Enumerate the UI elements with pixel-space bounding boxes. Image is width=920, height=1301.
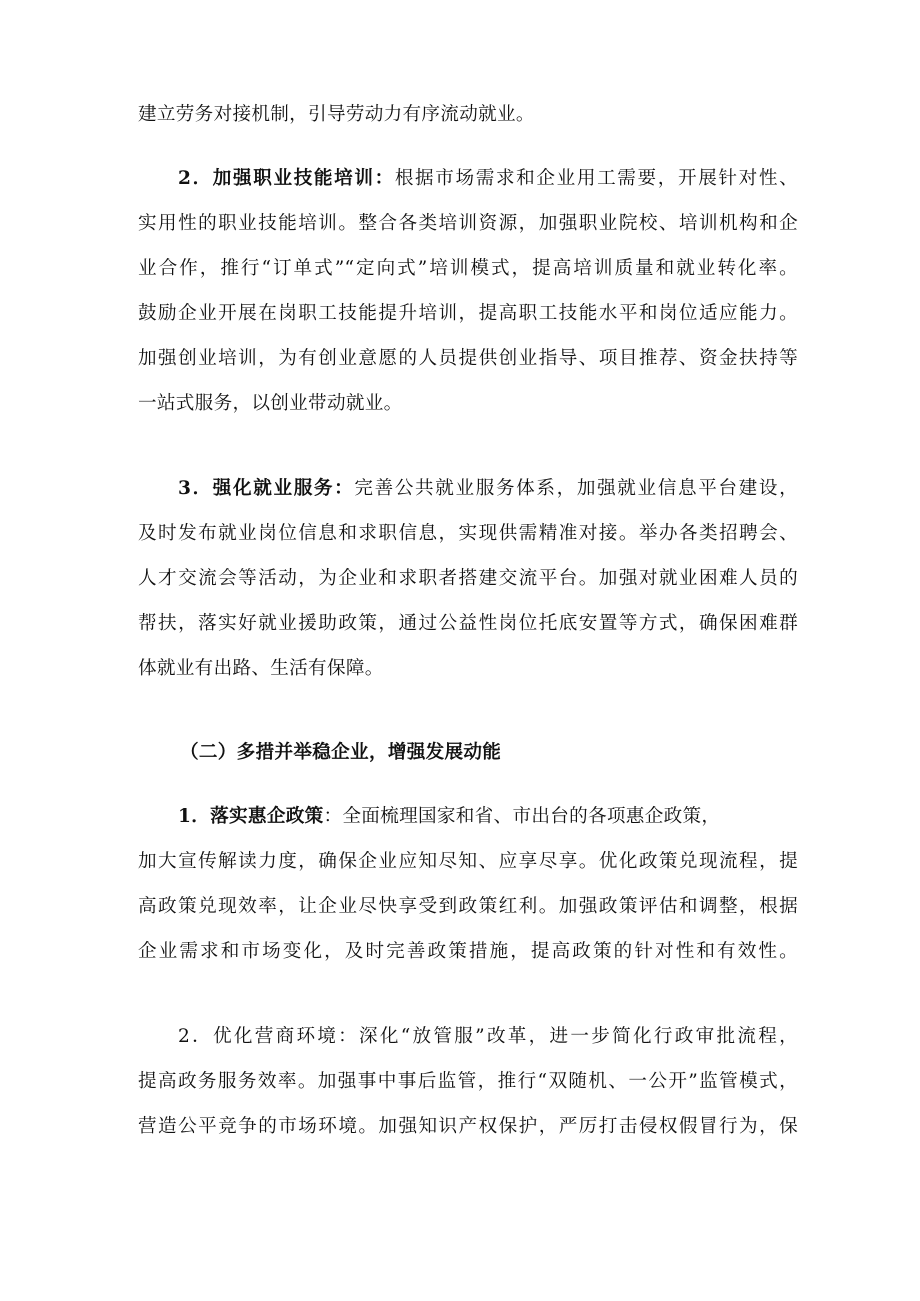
item-policy-line: 加大宣传解读力度，确保企业应知尽知、应享尽享。优化政策兑现流程，提 [138,851,798,872]
item-employment-line: 及时发布就业岗位信息和求职信息，实现供需精准对接。举办各类招聘会、 [138,523,798,544]
paragraph-continuation-line: 建立劳务对接机制，引导劳动力有序流动就业。 [138,104,535,125]
item-policy-first-line-text: ：全面梳理国家和省、市出台的各项惠企政策， [323,806,721,827]
item-employment-first-line-text: 完善公共就业服务体系，加强就业信息平台建设， [354,478,798,499]
item-policy-line: 高政策兑现效率，让企业尽快享受到政策红利。加强政策评估和调整，根据 [138,896,798,917]
item-business-env-first-line: 2．优化营商环境：深化“放管服”改革，进一步简化行政审批流程， [178,1026,798,1047]
item-employment-line: 帮扶，落实好就业援助政策，通过公益性岗位托底安置等方式，确保困难群 [138,613,798,634]
item-vocational-line: 业合作，推行“订单式”“定向式”培训模式，提高培训质量和就业转化率。 [138,258,798,279]
item-policy-line: 企业需求和市场变化，及时完善政策措施，提高政策的针对性和有效性。 [138,941,798,962]
item-business-env-line: 提高政务服务效率。加强事中事后监管，推行“双随机、一公开”监管模式， [138,1071,798,1092]
item-vocational-line: 加强创业培训，为有创业意愿的人员提供创业指导、项目推荐、资金扶持等 [138,348,798,369]
item-vocational-first-line-text: 根据市场需求和企业用工需要，开展针对性、 [394,168,798,189]
item-employment-line: 人才交流会等活动，为企业和求职者搭建交流平台。加强对就业困难人员的 [138,568,798,589]
item-employment-first-line [178,472,798,506]
item-vocational-first-line [178,162,798,196]
item-vocational-line: 实用性的职业技能培训。整合各类培训资源，加强职业院校、培训机构和企 [138,213,798,234]
item-employment-line: 体就业有出路、生活有保障。 [138,658,384,679]
item-vocational-line: 一站式服务，以创业带动就业。 [138,393,403,414]
item-vocational-lead: 2．加强职业技能培训： [178,168,395,189]
item-policy-lead: 1．落实惠企政策 [178,806,324,827]
item-business-env-line: 营造公平竞争的市场环境。加强知识产权保护，严厉打击侵权假冒行为，保 [138,1116,798,1137]
item-policy-first-line [178,800,798,834]
item-vocational-line: 鼓励企业开展在岗职工技能提升培训，提高职工技能水平和岗位适应能力。 [138,303,798,324]
section-heading: （二）多措并举稳企业，增强发展动能 [180,742,502,763]
item-employment-lead: 3．强化就业服务： [178,478,355,499]
